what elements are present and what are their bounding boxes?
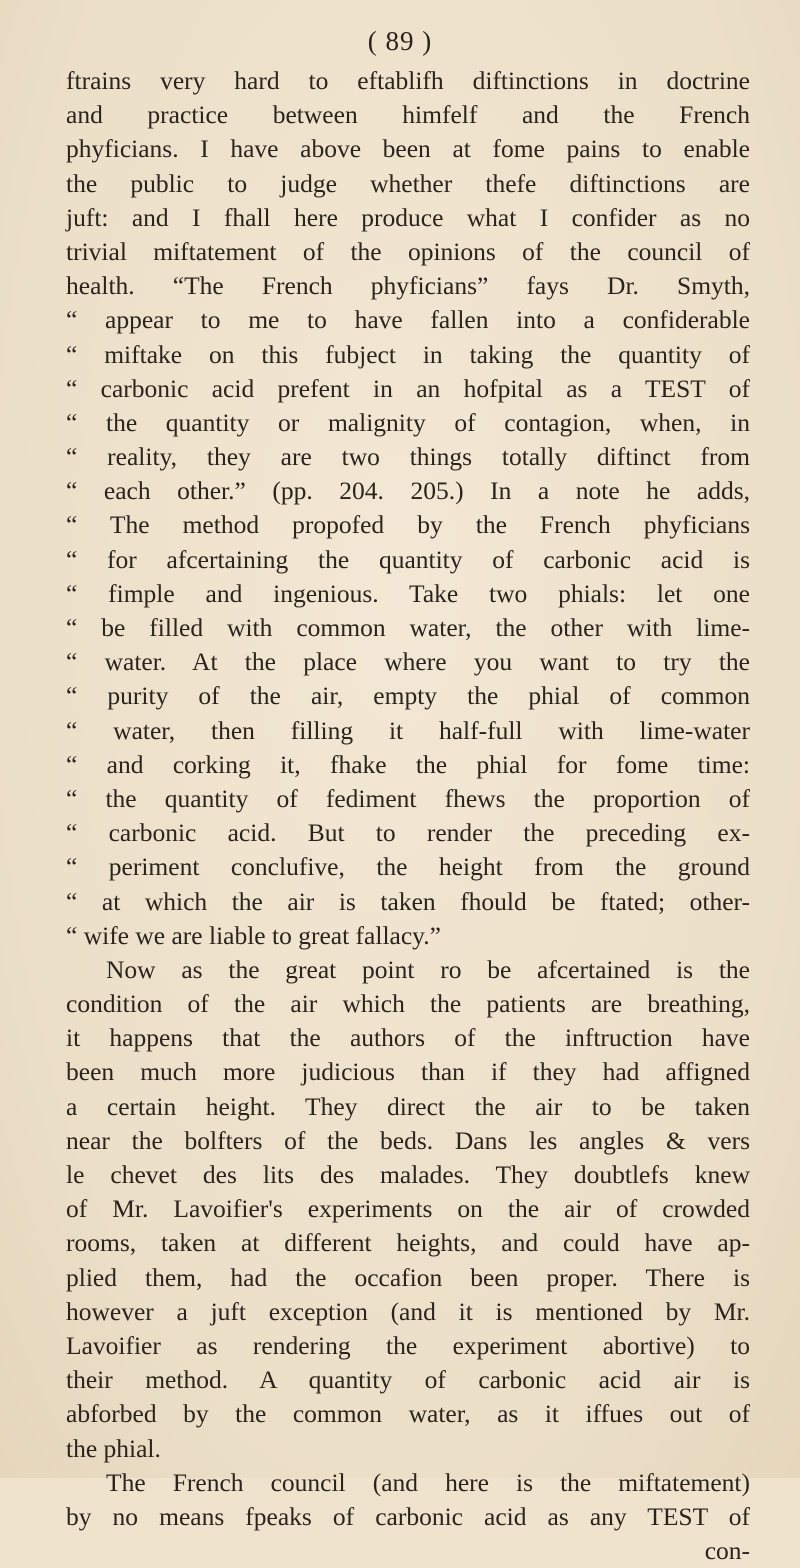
text-line: “ fimple and ingenious. Take two phials: let one [66,578,750,608]
text-line: “ reality, they are two things totally diftinct from [66,442,750,472]
text-line: “ periment conclufive, the height from the ground [66,852,750,882]
text-line: “ each other.” (pp. 204. 205.) In a note he adds, [66,476,750,506]
text-line: trivial miftatement of the opinions of the council of [66,236,750,266]
text-line: however a juft exception (and it is mentioned by Mr. [66,1296,750,1326]
text-line: their method. A quantity of carbonic acid air is [66,1365,750,1395]
text-line: and practice between himfelf and the French [66,100,750,130]
text-line: “ appear to me to have fallen into a confiderable [66,305,750,335]
text-line: it happens that the authors of the inftruction have [66,1023,750,1053]
text-line: “ at which the air is taken fhould be ftated; other- [66,886,750,916]
text-line: abforbed by the common water, as it iffues out of [66,1399,750,1429]
text-line: “ carbonic acid prefent in an hofpital as a TEST of [66,373,750,403]
text-line: the phial. [66,1433,161,1463]
text-line: “ for afcertaining the quantity of carbonic acid is [66,544,750,574]
text-line: juft: and I fhall here produce what I confider as no [66,202,750,232]
text-line: ftrains very hard to eftablifh diftinctions in doctrine [66,66,750,95]
text-line: “ the quantity or malignity of contagion, when, in [66,407,750,437]
text-line: le chevet des lits des malades. They doubtlefs knew [66,1160,750,1189]
text-line: “ wife we are liable to great fallacy.” [66,920,441,950]
text-line: “ the quantity of fediment fhews the proportion of [66,783,750,813]
text-line: “ and corking it, fhake the phial for fome time: [66,749,750,779]
catchword: con- [704,1536,750,1566]
text-line: “ water. At the place where you want to try the [66,647,750,677]
text-line: “ carbonic acid. But to render the preceding ex- [66,818,750,848]
text-line: the public to judge whether thefe diftinctions are [66,168,750,198]
text-line: near the bolfters of the beds. Dans les angles & vers [66,1125,750,1155]
text-line: “ water, then filling it half-full with lime-water [66,715,750,745]
body-text [66,64,750,1568]
text-line: “ purity of the air, empty the phial of common [66,681,750,711]
text-line: phyficians. I have above been at fome pains to enable [66,134,750,164]
text-line: by no means fpeaks of carbonic acid as any TEST of [66,1501,750,1531]
text-line: of Mr. Lavoifier's experiments on the air of crowded [66,1194,750,1224]
text-line: rooms, taken at different heights, and could have ap- [66,1228,750,1258]
text-line: a certain height. They direct the air to be taken [66,1091,750,1121]
text-line: Lavoifier as rendering the experiment abortive) to [66,1330,750,1360]
text-line: “ be filled with common water, the other with lime- [66,613,750,642]
text-line: “ miftake on this fubject in taking the quantity of [66,339,750,369]
text-line: condition of the air which the patients are breathing, [66,989,750,1019]
text-line: Now as the great point ro be afcertained is the [106,954,750,984]
page-number: ( 89 ) [367,26,433,56]
text-line: plied them, had the occafion been proper. There is [66,1262,750,1292]
text-line: health. “The French phyficians” fays Dr. Smyth, [66,271,750,301]
text-line: The French council (and here is the miftatement) [106,1467,750,1497]
text-line: been much more judicious than if they had affigned [66,1057,750,1087]
text-line: “ The method propofed by the French phyficians [66,510,750,540]
